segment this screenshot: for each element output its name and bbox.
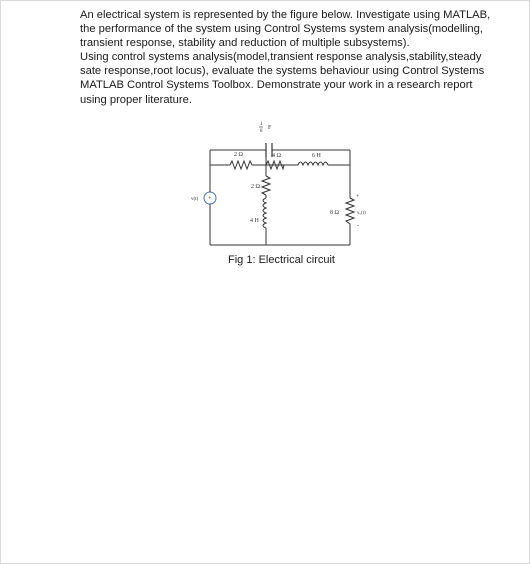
inductor-top-label: 6 H bbox=[312, 153, 321, 159]
capacitor-fraction-numerator: 1 bbox=[260, 122, 263, 127]
resistor-middle-label: 2 Ω bbox=[251, 184, 260, 190]
problem-statement bbox=[80, 8, 500, 107]
problem-paragraph-2: Using control systems analysis(model,transient response analysis,stability,steady sate response,root locus), evaluate the systems behaviour using Control Systems MATLAB Control Systems Toolbox. Demonstrate your work in a research report using proper literature. bbox=[80, 51, 485, 106]
inductor-top bbox=[298, 162, 328, 165]
problem-paragraph-1: An electrical system is represented by the figure below. Investigate using MATLAB, the performance of the system using Control Systems system analysis(modelling, transient response, stability and reduction of multiple subsystems). bbox=[80, 9, 491, 50]
output-plus-sign: + bbox=[356, 194, 360, 200]
output-label: vₒ(t) bbox=[357, 211, 366, 216]
inductor-middle bbox=[263, 195, 266, 245]
resistor-right-label: 8 Ω bbox=[330, 210, 339, 216]
circuit-wires bbox=[210, 150, 350, 250]
source-label: v(t) bbox=[191, 197, 199, 202]
figure-caption: Fig 1: Electrical circuit bbox=[228, 254, 335, 266]
resistor-right bbox=[346, 198, 354, 228]
capacitor-unit-label: F bbox=[268, 125, 272, 131]
resistor-top-left bbox=[230, 161, 252, 169]
resistor-top-mid-label: 4 Ω bbox=[272, 153, 281, 159]
inductor-middle-label: 4 H bbox=[250, 218, 259, 224]
output-minus-sign: - bbox=[357, 223, 359, 229]
source-plus-sign: + bbox=[208, 196, 212, 202]
resistor-middle bbox=[262, 176, 270, 195]
capacitor-fraction-denominator: 8 bbox=[260, 129, 263, 134]
circuit-diagram bbox=[150, 110, 370, 250]
resistor-top-left-label: 2 Ω bbox=[234, 152, 243, 158]
